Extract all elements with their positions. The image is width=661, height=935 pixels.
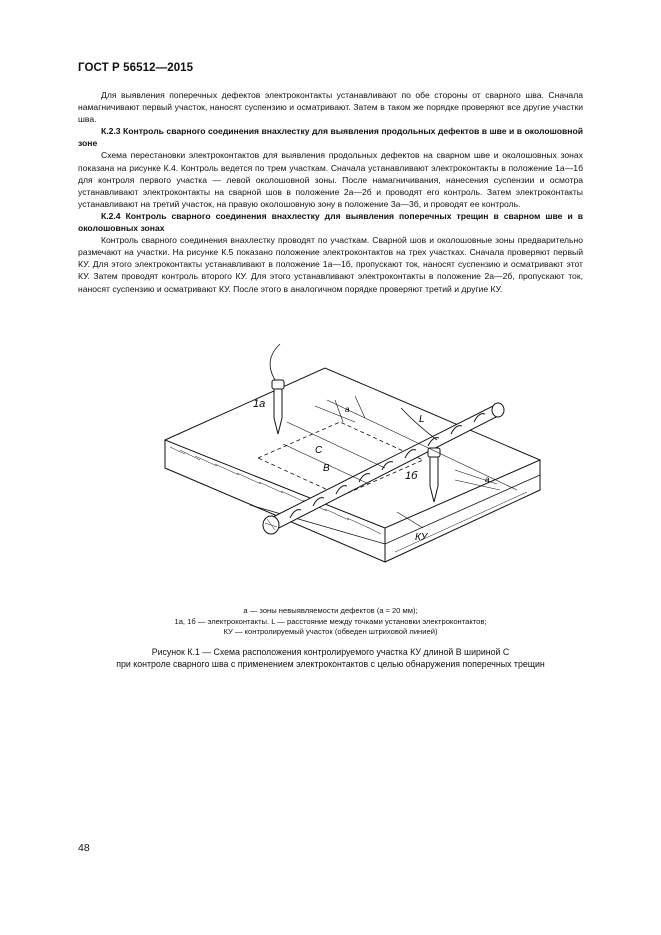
paragraph-intro: Для выявления поперечных дефектов электроконтакты устанавливают по обе стороны от сварного шва. Сначала намагничивают первый участок, наносят суспензию и осматривают. Затем в таком же порядке проверяют все другие участки шва. <box>78 90 583 125</box>
document-header: ГОСТ Р 56512—2015 <box>78 62 194 74</box>
label-dim-a-top: а <box>345 405 350 414</box>
figure-legend <box>0 606 661 638</box>
label-electrode-1b: 1б <box>405 470 418 482</box>
label-dim-l: L <box>419 414 425 425</box>
section-heading-k24: К.2.4 Контроль сварного соединения внахлестку для выявления поперечных трещин в сварном шве и в околошовных зонах <box>78 210 583 234</box>
figure-caption <box>0 646 661 670</box>
label-dim-c: C <box>315 445 323 456</box>
section-heading-k23: К.2.3 Контроль сварного соединения внахлестку для выявления продольных дефектов в шве и в околошовной зоне <box>78 126 583 149</box>
label-electrode-1a: 1а <box>253 398 266 410</box>
paragraph-k24: Контроль сварного соединения внахлестку проводят по участкам. Сварной шов и околошовные зоны предварительно размечают на участки. На рисунке К.5 показано положение электроконтактов на трех участках. Сначала проверяют первый КУ. Для этого электроконтакты устанавливают в положение 1а—1б, пропускают ток, наносят суспензию и осматривают этот КУ. Затем проводят контроль второго КУ. Для этого устанавливают электроконтакты в положение 2а—2б, пропускают ток, наносят суспензию и осматривают КУ. После этого в аналогичном порядке проверяют третий и другие КУ. <box>78 235 583 294</box>
paragraph-k23: Схема перестановки электроконтактов для выявления продольных дефектов на сварном шве и околошовных зонах показана на рисунке К.4. Контроль ведется по трем участкам. Сначала устанавливают электроконтакты в положение 1а—1б для контроля первого участка — левой околошовной зоны. После намагничивания, нанесения суспензии и осмотра устанавливают электроконтакты на сварной шов в положение 2а—2б и проводят его контроль. Затем электроконтакты устанавливают на третий участок, на правую околошовную зону в положение 3а—3б, и проводят ее контроль. <box>78 150 583 209</box>
body-text <box>78 89 583 295</box>
legend-line: КУ — контролируемый участок (обведен штриховой линией) <box>223 627 438 637</box>
weld-diagram <box>155 340 545 600</box>
caption-line: Рисунок К.1 — Схема расположения контролируемого участка КУ длиной В шириной С <box>151 647 510 657</box>
plate-top <box>165 368 540 528</box>
label-ku: КУ <box>415 532 428 543</box>
caption-line: при контроле сварного шва с применением электроконтактов с целью обнаружения поперечных трещин <box>116 659 545 669</box>
label-dim-a-right: а <box>485 475 490 484</box>
page-number: 48 <box>78 842 90 854</box>
legend-line: а — зоны невыявляемости дефектов (а ≈ 20 мм); <box>243 606 418 615</box>
legend-line: 1а, 1б — электроконтакты. L — расстояние между точками установки электроконтактов; <box>174 616 487 626</box>
label-dim-b: B <box>323 463 330 474</box>
